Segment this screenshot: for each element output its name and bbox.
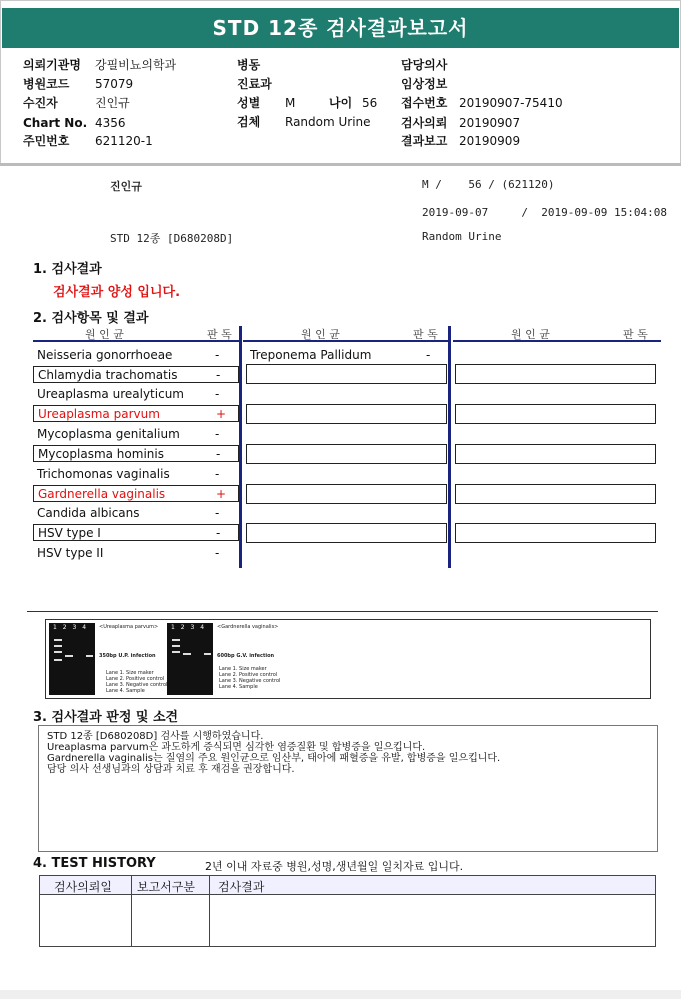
gel-left-title: <Ureaplasma parvum> — [99, 624, 159, 630]
organism-row: Mycoplasma hominis - — [33, 445, 239, 462]
col-test-result: 검사결과 — [218, 880, 265, 894]
organism-row: Ureaplasma urealyticum - — [37, 387, 220, 401]
organism-row-positive: Ureaplasma parvum + — [33, 405, 239, 422]
history-table — [39, 875, 656, 947]
col-organism: 원 인 균 — [511, 328, 550, 341]
specimen-row: 검체 Random Urine — [237, 115, 371, 129]
positive-result-text: 검사결과 양성 입니다. — [53, 285, 181, 300]
organism-row: Chlamydia trachomatis - — [33, 366, 239, 383]
clinical-row: 임상정보 — [401, 77, 448, 91]
organism-row: Neisseria gonorrhoeae - — [37, 348, 220, 362]
col-result: 판 독 — [623, 328, 648, 341]
resident-row: 주민번호 621120-1 — [23, 134, 153, 148]
gel-left-marker: 350bp U.P. infection — [99, 653, 156, 659]
col-report-type: 보고서구분 — [137, 880, 195, 894]
gel-legend: Lane 1. Size maker Lane 2. Positive control Lane 3. Negative control Lane 4. Sample — [106, 670, 168, 694]
col-request-date: 검사의뢰일 — [54, 880, 112, 894]
receipt-row: 접수번호 20190907-75410 — [401, 96, 563, 110]
summary-sex-age: M / 56 / (621120) — [422, 178, 555, 191]
gel-band — [54, 651, 62, 653]
section4-title: 4. TEST HISTORY — [33, 856, 156, 871]
opinion-line: 담당 의사 선생님과의 상담과 치료 후 재검을 권장합니다. — [47, 764, 295, 775]
gel-image-right — [167, 623, 213, 695]
organism-row: Trichomonas vaginalis - — [37, 467, 220, 481]
gel-band — [54, 645, 62, 647]
history-note: 2년 이내 자료중 병원,성명,생년월일 일치자료 입니다. — [205, 860, 464, 873]
header-divider — [0, 163, 681, 166]
table-header-right — [453, 326, 661, 342]
gel-band — [204, 653, 211, 655]
empty-cell — [246, 523, 447, 543]
gel-image-left — [49, 623, 95, 695]
gel-band — [86, 655, 93, 657]
empty-cell — [246, 404, 447, 424]
summary-name: 진인규 — [110, 180, 142, 193]
organism-row: HSV type I - — [33, 524, 239, 541]
gel-right-title: <Gardnerella vaginalis> — [217, 624, 279, 630]
doctor-row: 담당의사 — [401, 58, 448, 72]
column-divider — [239, 326, 242, 568]
sex-age-row: 성별 M 나이 56 — [237, 96, 378, 110]
gel-band — [183, 653, 191, 655]
empty-cell — [455, 523, 656, 543]
lane-numbers: 1 2 3 4 — [53, 624, 87, 631]
divider — [27, 611, 658, 612]
gel-band — [172, 639, 180, 641]
history-col-divider — [209, 876, 210, 946]
gel-legend: Lane 1. Size maker Lane 2. Positive control Lane 3. Negative control Lane 4. Sample — [219, 666, 281, 690]
ward-row: 병동 — [237, 58, 261, 72]
report-title: STD 12종 검사결과보고서 — [2, 8, 679, 48]
dept-row: 진료과 — [237, 77, 272, 91]
organism-row: Mycoplasma genitalium - — [37, 427, 220, 441]
empty-cell — [246, 484, 447, 504]
examinee-row: 수진자 진인규 — [23, 96, 130, 110]
empty-cell — [455, 444, 656, 464]
empty-cell — [246, 364, 447, 384]
section2-title: 2. 검사항목 및 결과 — [33, 311, 149, 326]
empty-cell — [246, 444, 447, 464]
empty-cell — [455, 404, 656, 424]
col-result: 판 독 — [207, 328, 232, 341]
col-organism: 원 인 균 — [85, 328, 124, 341]
empty-cell — [455, 484, 656, 504]
institution-row: 의뢰기관명 강필비뇨의학과 — [23, 58, 177, 72]
gel-image-panel — [45, 619, 651, 699]
col-organism: 원 인 균 — [301, 328, 340, 341]
history-header — [40, 876, 655, 895]
gel-right-marker: 600bp G.V. infection — [217, 653, 275, 659]
organism-row-positive: Gardnerella vaginalis + — [33, 485, 239, 502]
history-col-divider — [131, 876, 132, 946]
summary-specimen: Random Urine — [422, 230, 502, 243]
table-header-left — [33, 326, 240, 342]
lane-numbers: 1 2 3 4 — [171, 624, 205, 631]
section3-title: 3. 검사결과 판정 및 소견 — [33, 710, 179, 725]
opinion-box — [38, 725, 658, 852]
opinion-line: STD 12종 [D680208D] 검사를 시행하였습니다. — [47, 731, 264, 742]
section1-title: 1. 검사결과 — [33, 262, 102, 277]
organism-row: Candida albicans - — [37, 506, 220, 520]
column-divider — [448, 326, 451, 568]
gel-band — [54, 659, 62, 661]
report-date-row: 결과보고 20190909 — [401, 134, 521, 148]
gel-band — [54, 639, 62, 641]
opinion-line: Ureaplasma parvum은 과도하게 증식되면 심각한 염증질환 및 합병증을 일으킵니다. — [47, 742, 426, 753]
footer-strip — [0, 990, 681, 999]
opinion-line: Gardnerella vaginalis는 질염의 주요 원인균으로 임산부, 태아에 패혈증을 유발, 합병증을 일으킵니다. — [47, 753, 501, 764]
chart-row: Chart No. 4356 — [23, 116, 126, 130]
summary-dates: 2019-09-07 / 2019-09-09 15:04:08 — [422, 206, 668, 219]
summary-test-code: STD 12종 [D680208D] — [110, 232, 234, 245]
empty-cell — [455, 364, 656, 384]
gel-band — [172, 645, 180, 647]
gel-band — [172, 651, 180, 653]
col-result: 판 독 — [413, 328, 438, 341]
hospital-code-row: 병원코드 57079 — [23, 77, 134, 91]
organism-row: HSV type II - — [37, 546, 220, 560]
organism-row: Treponema Pallidum - — [250, 348, 431, 362]
table-header-middle — [243, 326, 450, 342]
gel-band — [65, 655, 73, 657]
request-row: 검사의뢰 20190907 — [401, 116, 521, 130]
